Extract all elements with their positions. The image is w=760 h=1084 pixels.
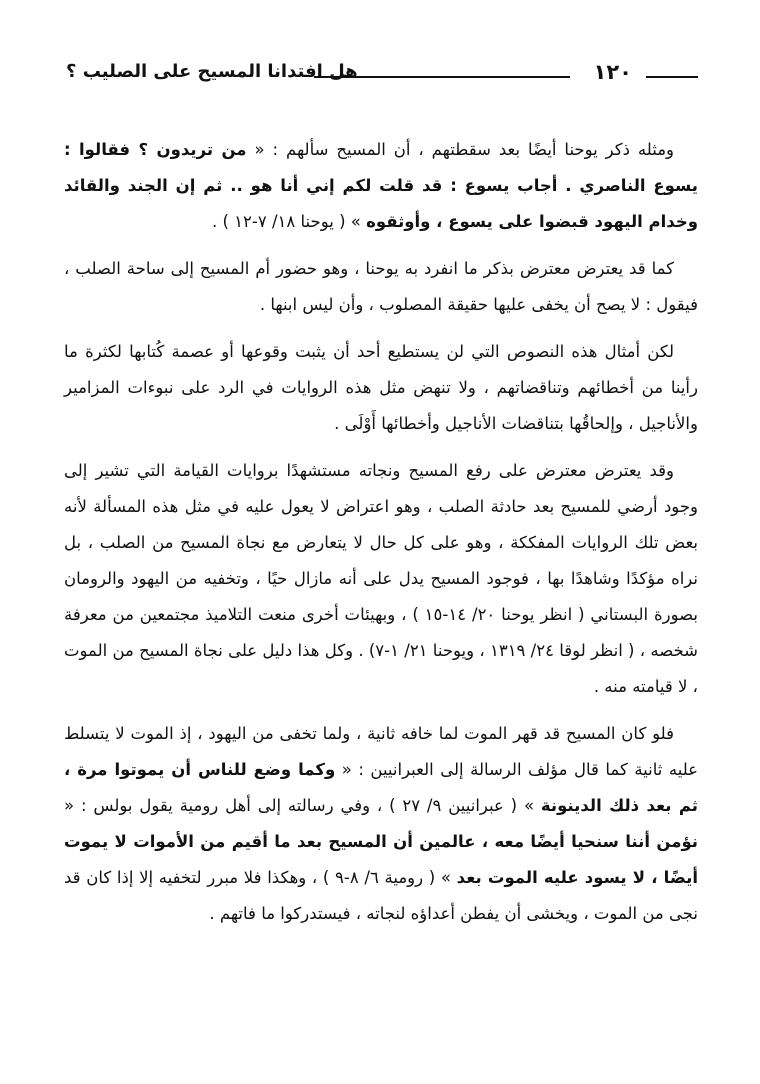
paragraph-4: وقد يعترض معترض على رفع المسيح ونجاته مستشهدًا بروايات القيامة التي تشير إلى وجود أرضي للمسيح بعد حادثة الصلب ، وهو اعتراض لا يعول عليه في مثل هذه المسألة لأنه بعض تلك الروايات المفككة ، وهو على كل حال لا يتعارض مع نجاة المسيح من الصلب ، بل نراه مؤكدًا وشاهدًا بها ، فوجود المسيح يدل على أنه مازال حيًا ، وتخفيه من اليهود والرومان بصورة البستاني ( انظر يوحنا ٢٠/ ١٤-١٥ ) ، وبهيئات أخرى منعت التلاميذ مجتمعين من معرفة شخصه ، ( انظر لوقا ٢٤/ ١٣١٩ ، ويوحنا ٢١/ ١-٧) . وكل هذا دليل على نجاة المسيح من الموت ، لا قيامته منه . — [64, 461, 699, 696]
paragraph-2: كما قد يعترض معترض بذكر ما انفرد به يوحنا ، وهو حضور أم المسيح إلى ساحة الصلب ، فيقول : لا يصح أن يخفى عليها حقيقة المصلوب ، وأن ليس ابنها . — [64, 259, 698, 314]
header-rule-right — [646, 76, 698, 78]
paragraph-5-text-1: فلو كان المسيح قد قهر الموت لما خافه ثانية ، ولما تخفى من اليهود ، إذ الموت لا يتسلط عليه ثانية كما قال مؤلف الرسالة إلى العبرانيين : « — [64, 724, 698, 779]
page-number: ١٢٠ — [593, 60, 632, 84]
paragraph-5-text-3: » ( رومية ٦/ ٨-٩ ) ، وهكذا فلا مبرر لتخفيه إلا إذا كان قد نجى من الموت ، ويخشى أن يفطن أعداؤه لنجاته ، فيستدركوا ما فاتهم . — [64, 868, 698, 923]
paragraph-1-text-2: » ( يوحنا ١٨/ ٧-١٢ ) . — [211, 212, 367, 231]
paragraph-1-text-1: ومثله ذكر يوحنا أيضًا بعد سقطتهم ، أن المسيح سألهم : « — [246, 140, 674, 159]
running-title: هل افتدانا المسيح على الصليب ؟ — [66, 61, 358, 82]
paragraph-1-quote: من تريدون ؟ فقالوا : يسوع الناصري . أجاب يسوع : قد قلت لكم إني أنا هو .. ثم إن الجند والقائد وخدام اليهود قبضوا على يسوع ، وأوثقوه — [64, 140, 698, 231]
paragraph-5-quote-1: وكما وضع للناس أن يموتوا مرة ، ثم بعد ذلك الدينونة — [64, 760, 698, 815]
paragraph-5 — [64, 716, 698, 932]
paragraph-5-text-2: » ( عبرانيين ٩/ ٢٧ ) ، وفي رسالته إلى أهل رومية يقول بولس : « — [64, 796, 541, 815]
page-header — [66, 58, 698, 94]
body-text — [64, 132, 698, 943]
paragraph-3: لكن أمثال هذه النصوص التي لن يستطيع أحد أن يثبت وقوعها أو عصمة كُتابها لكثرة ما رأينا من أخطائهم وتناقضاتهم ، ولا تنهض مثل هذه الروايات في الرد على نبوءات المزامير والأناجيل ، وإلحاقُها بتناقضات الأناجيل وأخطائها أَوْلَى . — [64, 342, 698, 433]
paragraph-5-quote-2: نؤمن أننا سنحيا أيضًا معه ، عالمين أن المسيح بعد ما أقيم من الأموات لا يموت أيضًا ، لا يسود عليه الموت بعد — [64, 832, 698, 887]
paragraph-1 — [64, 132, 698, 240]
